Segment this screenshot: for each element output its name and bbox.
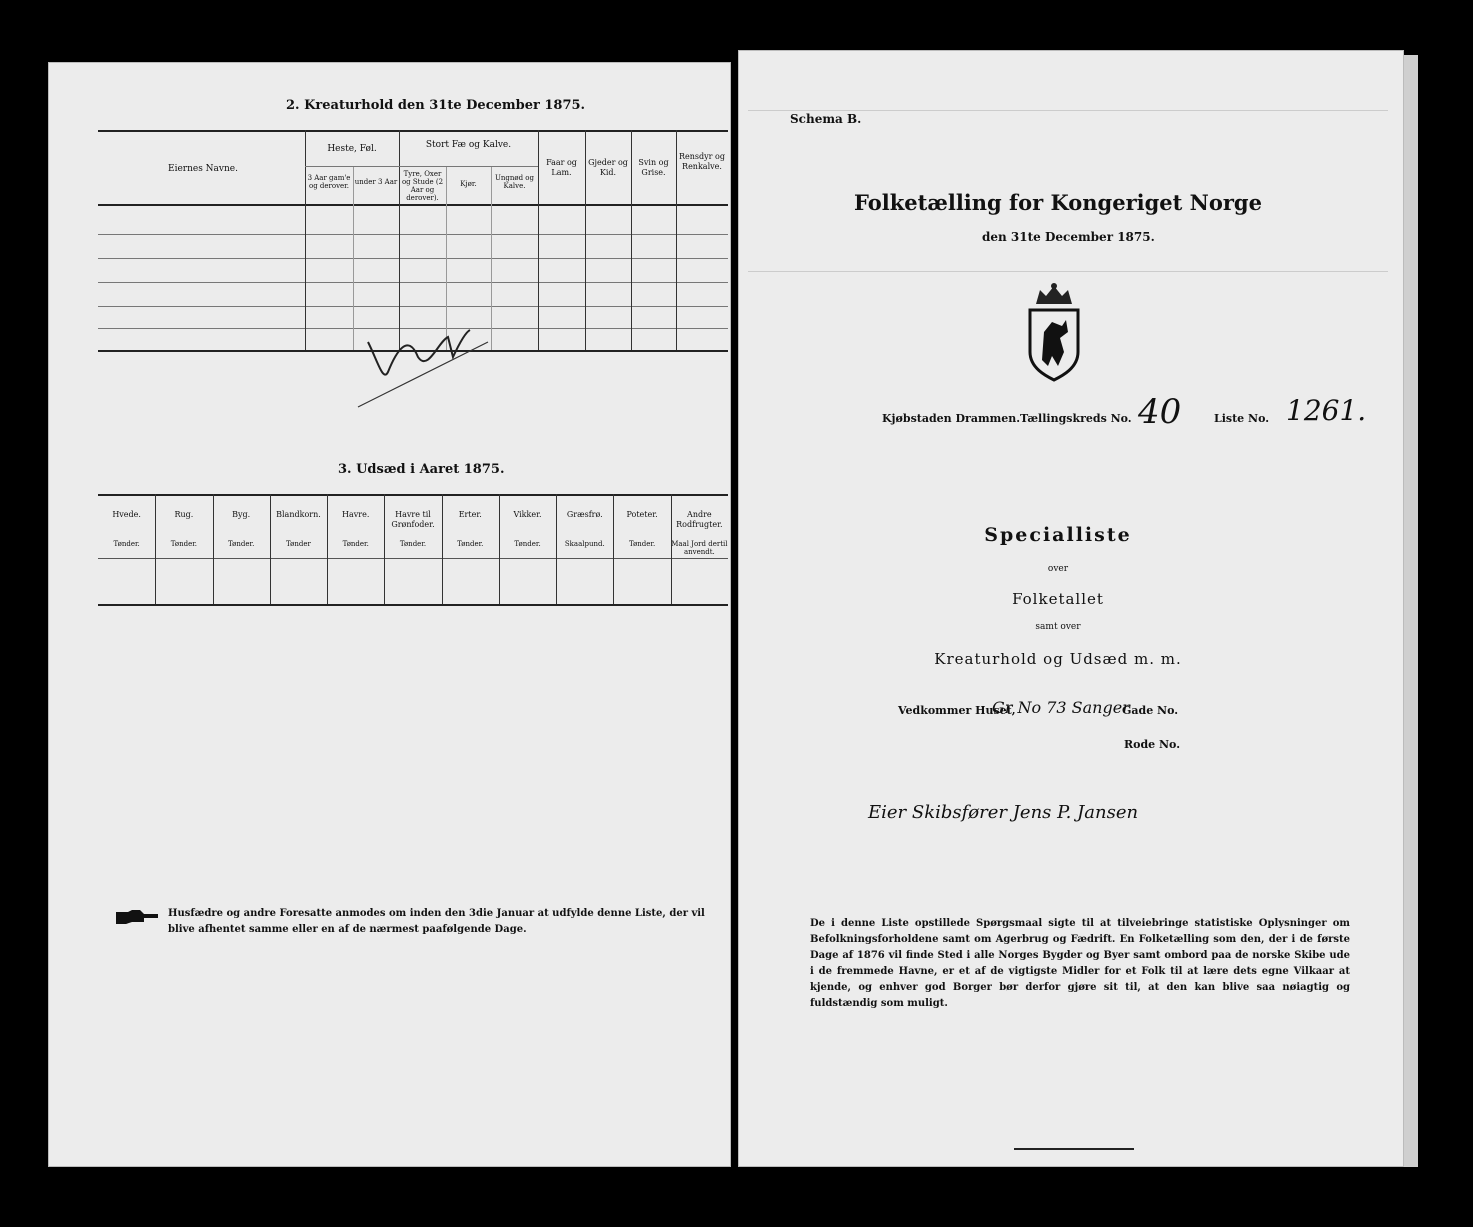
footer-rule bbox=[1014, 1148, 1134, 1150]
seed-header-unit: Tønder bbox=[286, 540, 311, 548]
seed-header-name: Græsfrø. bbox=[566, 510, 603, 519]
seed-header-name: Byg. bbox=[232, 510, 251, 519]
subheader-rule bbox=[305, 166, 538, 167]
folketallet-text: Folketallet bbox=[1012, 590, 1104, 608]
gade-label: Gade No. bbox=[1122, 704, 1179, 717]
header-sheep: Faar og Lam. bbox=[546, 158, 577, 177]
seed-header-name: Havre. bbox=[342, 510, 370, 519]
table-header-rule bbox=[98, 204, 728, 206]
samt-over-text: samt over bbox=[1035, 622, 1081, 632]
seed-header-name: Rug. bbox=[174, 510, 194, 519]
seed-header-name: Vikker. bbox=[513, 510, 542, 519]
district-label: Tællingskreds No. bbox=[1020, 412, 1132, 425]
seed-header-unit: Skaalpund. bbox=[564, 540, 605, 548]
seed-header-name: Erter. bbox=[458, 510, 482, 519]
list-label: Liste No. bbox=[1214, 412, 1270, 425]
over-text: over bbox=[1047, 564, 1069, 574]
seed-header-unit: Tønder. bbox=[170, 540, 198, 548]
schema-label: Schema B. bbox=[790, 112, 862, 126]
footer-text: De i denne Liste opstillede Spørgsmaal sigte til at tilveiebringe statistiske Oplysninger om Befolkningsforholdene samt om Agerbrug og Fædrift. En Folketælling som den, der i de første Dage af 1876 vil finde Sted i alle Norges Bygder og Byer samt ombord paa de norske Skibe ude i de fremmede Havne, er et af de vigtigste Midler for et Folk til at lære dets egne Vilkaar at kjende, og enhver god Borger bør derfor gjøre sit til, at den kan blive saa nøiagtig og fuldstændig som muligt. bbox=[810, 918, 1350, 1009]
row-rule bbox=[98, 282, 728, 283]
list-value: 1261. bbox=[1286, 394, 1367, 427]
col-rule bbox=[305, 130, 306, 350]
header-horses-young: under 3 Aar bbox=[354, 178, 398, 186]
rode-label: Rode No. bbox=[1124, 738, 1181, 751]
kreaturhold-text: Kreaturhold og Udsæd m. m. bbox=[934, 650, 1182, 668]
table-top-rule bbox=[98, 130, 728, 132]
header-cattle: Stort Fæ og Kalve. bbox=[425, 140, 512, 150]
census-date: den 31te December 1875. bbox=[982, 230, 1155, 244]
seed-top-rule bbox=[98, 494, 728, 496]
house-label: Vedkommer Huset, bbox=[898, 704, 1016, 717]
notice-text: Husfædre og andre Foresatte anmodes om inden den 3die Januar at udfylde denne Liste, der vil blive afhentet samme eller en af de nærmest paafølgende Dage. bbox=[168, 908, 705, 935]
handwritten-mark bbox=[348, 302, 508, 412]
row-rule bbox=[98, 234, 728, 235]
section3-title: 3. Udsæd i Aaret 1875. bbox=[338, 462, 505, 477]
seed-header-unit: Tønder. bbox=[514, 540, 541, 548]
seed-header-rule bbox=[98, 558, 728, 559]
seed-header-name: Andre Rodfrugter. bbox=[676, 510, 723, 529]
header-reindeer: Rensdyr og Renkalve. bbox=[679, 152, 725, 171]
location-label: Kjøbstaden Drammen. bbox=[882, 412, 1021, 425]
header-cattle-bulls: Tyre, Oxer og Stude (2 Aar og derover). bbox=[401, 170, 444, 202]
norwegian-lion-crest-icon bbox=[1022, 282, 1086, 382]
row-rule bbox=[98, 258, 728, 259]
header-pigs: Svin og Grise. bbox=[638, 158, 669, 177]
house-value: Gr No 73 Sanger bbox=[992, 698, 1130, 717]
left-page bbox=[48, 62, 731, 1167]
seed-header-name: Poteter. bbox=[626, 510, 658, 519]
page-edge bbox=[1404, 55, 1418, 1167]
header-cattle-young: Ungnød og Kalve. bbox=[494, 174, 534, 190]
district-value: 40 bbox=[1138, 392, 1182, 432]
seed-header-name: Hvede. bbox=[112, 510, 141, 519]
main-title: Specialliste bbox=[984, 524, 1132, 546]
seed-header-unit: Tønder. bbox=[628, 540, 656, 548]
seed-header-unit: Tønder. bbox=[457, 540, 484, 548]
seed-bottom-rule bbox=[98, 604, 728, 606]
seed-header-unit: Tønder. bbox=[342, 540, 369, 548]
pointing-hand-icon bbox=[114, 908, 160, 926]
seed-header-unit: Tønder. bbox=[228, 540, 255, 548]
header-cattle-cows: Kjør. bbox=[460, 180, 477, 188]
seed-header-unit: Tønder. bbox=[113, 540, 140, 548]
seed-header-unit: Maal Jord dertil anvendt. bbox=[671, 540, 728, 556]
seed-header-name: Blandkorn. bbox=[276, 510, 321, 519]
seed-header-name: Havre til Grønfoder. bbox=[391, 510, 435, 529]
header-goats: Gjeder og Kid. bbox=[588, 158, 628, 177]
census-title: Folketælling for Kongeriget Norge bbox=[854, 190, 1262, 215]
header-owner: Eiernes Navne. bbox=[168, 164, 238, 174]
handwritten-owner: Eier Skibsfører Jens P. Jansen bbox=[868, 802, 1139, 823]
right-page bbox=[738, 50, 1404, 1167]
seed-header-unit: Tønder. bbox=[399, 540, 427, 548]
header-horses: Heste, Føl. bbox=[327, 144, 377, 154]
section2-title: 2. Kreaturhold den 31te December 1875. bbox=[286, 98, 586, 113]
header-horses-old: 3 Aar gam'e og derover. bbox=[307, 174, 351, 190]
